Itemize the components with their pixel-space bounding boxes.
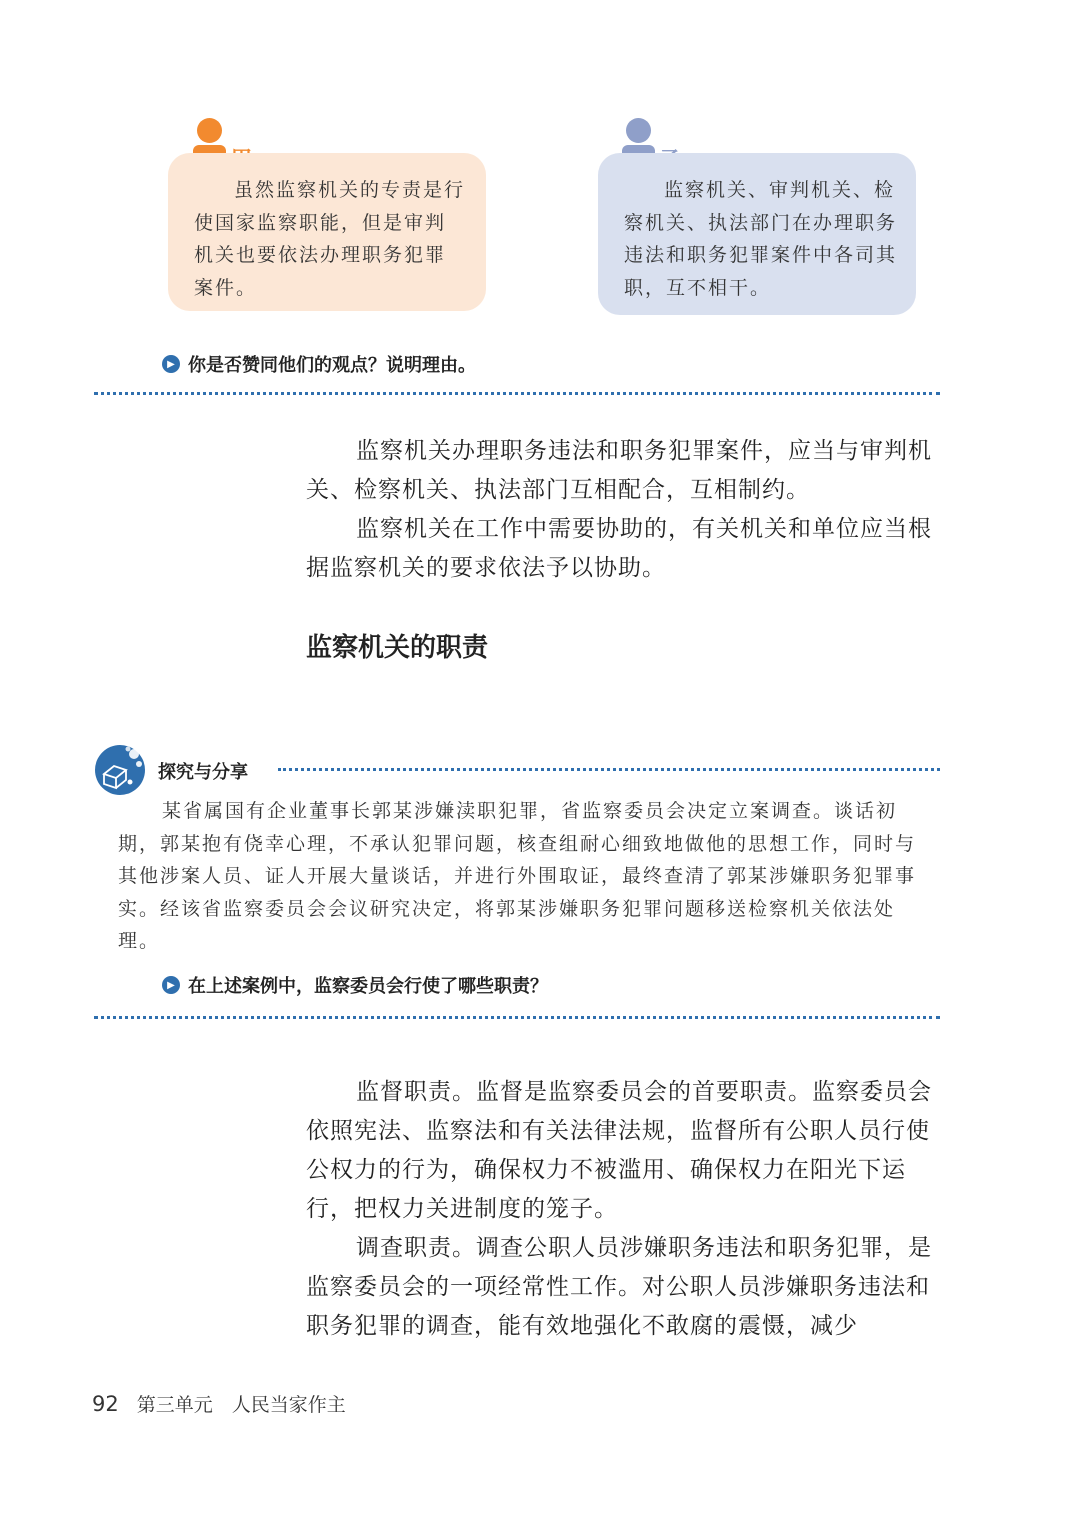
divider: [94, 392, 940, 395]
speaker-a-bubble: [168, 153, 486, 311]
question-2: [162, 972, 548, 998]
unit-title: 第三单元 人民当家作主: [136, 1394, 346, 1416]
explore-share-icon: [94, 744, 146, 796]
speaker-a-text: 虽然监察机关的专责是行使国家监察职能，但是审判机关也要依法办理职务犯罪案件。: [194, 179, 466, 299]
body-paragraph: 调查职责。调查公职人员涉嫌职务违法和职务犯罪，是监察委员会的一项经常性工作。对公职人员涉嫌职务违法和职务犯罪的调查，能有效地强化不敢腐的震慑，减少: [306, 1235, 932, 1339]
question-1: [162, 351, 476, 377]
section-title: 监察机关的职责: [306, 633, 489, 663]
arrow-right-icon: ▶: [162, 355, 180, 373]
arrow-right-icon: ▶: [162, 976, 180, 994]
page-footer: [92, 1390, 346, 1417]
question-2-text: 在上述案例中，监察委员会行使了哪些职责？: [188, 976, 548, 997]
case-text: 某省属国有企业董事长郭某涉嫌渎职犯罪，省监察委员会决定立案调查。谈话初期，郭某抱有侥幸心理，不承认犯罪问题，核查组耐心细致地做他的思想工作，同时与其他涉案人员、证人开展大量谈话，并进行外围取证，最终查清了郭某涉嫌职务犯罪事实。经该省监察委员会会议研究决定，将郭某涉嫌职务犯罪问题移送检察机关依法处理。: [118, 800, 917, 952]
explore-title: 探究与分享: [158, 762, 248, 783]
body-paragraph: 监察机关在工作中需要协助的，有关机关和单位应当根据监察机关的要求依法予以协助。: [306, 516, 932, 581]
speaker-b-text: 监察机关、审判机关、检察机关、执法部门在办理职务违法和职务犯罪案件中各司其职，互不相干。: [624, 179, 898, 299]
page-number: 92: [92, 1392, 119, 1416]
divider: [94, 1016, 940, 1019]
speaker-b-bubble: [598, 153, 916, 315]
question-1-text: 你是否赞同他们的观点？说明理由。: [188, 355, 476, 376]
divider: [278, 768, 940, 771]
body-paragraph: 监察机关办理职务违法和职务犯罪案件，应当与审判机关、检察机关、执法部门互相配合，互相制约。: [306, 438, 932, 503]
body-paragraph: 监督职责。监督是监察委员会的首要职责。监察委员会依照宪法、监察法和有关法律法规，监督所有公职人员行使公权力的行为，确保权力不被滥用、确保权力在阳光下运行，把权力关进制度的笼子。: [306, 1079, 932, 1222]
